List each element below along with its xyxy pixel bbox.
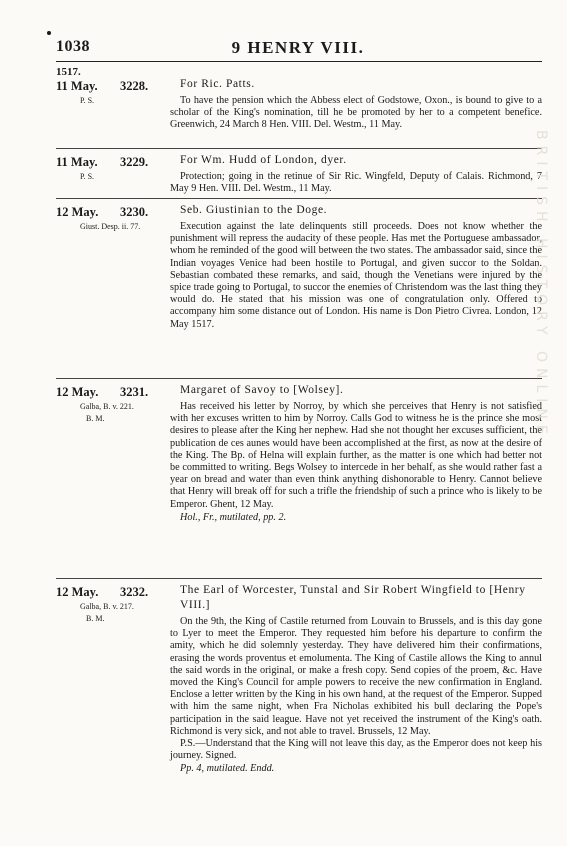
entry-source: P. S. <box>80 96 95 105</box>
entry-number: 3232. <box>120 585 149 599</box>
entry-source: Giust. Desp. ii. 77. <box>80 222 141 231</box>
entry-date: 12 May. <box>56 585 99 599</box>
entry-note: Hol., Fr., mutilated, pp. 2. <box>180 511 287 523</box>
entry-number: 3231. <box>120 385 149 399</box>
year-label: 1517. <box>56 66 81 78</box>
entry-repository: B. M. <box>86 414 105 423</box>
page-number: 1038 <box>56 38 90 55</box>
header-rule <box>56 61 542 62</box>
entry-divider <box>56 148 542 149</box>
entry-body: Protection; going in the retinue of Sir Ric. Wingfeld, Deputy of Calais. Richmond, 7 May 9 Hen. VIII. Del. Westm., 11 May. <box>170 171 542 195</box>
entry-number: 3229. <box>120 155 149 169</box>
entry-margin <box>56 203 171 232</box>
entry-body: Execution against the late delinquents still proceeds. Does not know whether the punishment will repress the audacity of these people. Has met the Portuguese ambassador, whom he reminded of the good will between the two states. The ambassador said, since the Indian voyages Venice had been hostile to Portugal, and given succor to the Soldan. Sebastian combated these remarks, and said, though the Venetians were injured by the spice trade going to Portugal, to succor the enemies of Christendom was the last thing they would do. He stated that his mission was one of congratulation only. Offered to accompany him some distance out of London. His name is Don Pietro Civrea. London, 12 May 1517. <box>170 221 542 330</box>
watermark <box>527 130 549 630</box>
entry-margin <box>56 153 171 182</box>
entry-divider <box>56 578 542 579</box>
entry-heading: The Earl of Worcester, Tunstal and Sir Robert Wingfield to [Henry VIII.] <box>180 584 526 611</box>
entry-content <box>170 203 542 331</box>
entry-margin <box>56 383 171 424</box>
entry-content <box>170 583 542 776</box>
entry-body: Has received his letter by Norroy, by which she perceives that Henry is not satisfied with her excuses written to him by Norroy. Calls God to witness he is the prince she most desires to please after the King her nephew. Had she not thought her excuses sufficient, the publication de ces aunes would have been accomplished at the first, as now at the desire of the King. The Bp. of Helna will explain further, as the matter is one which had better not be committed to writing. Begs Wolsey to intercede in her behalf, as she would rather fast a year on bread and water than even think anything dishonorable to Henry. Cannot believe that Henry will break off for such a trifle the friendship of such a prince who is likely to be Emperor. Ghent, 12 May. <box>170 401 542 510</box>
entry-heading: Margaret of Savoy to [Wolsey]. <box>180 384 344 396</box>
entry-source: Galba, B. v. 221. <box>80 402 134 411</box>
page-dot <box>47 31 51 35</box>
entry-body: To have the pension which the Abbess elect of Godstowe, Oxon., is bound to give to a scholar of the King's nomination, till he be promoted by her to a competent benefice. Greenwich, 24 March 8 Hen. VIII. Del. Westm., 11 May. <box>170 95 542 131</box>
entry-date: 12 May. <box>56 205 99 219</box>
entry-source: Galba, B. v. 217. <box>80 602 134 611</box>
entry-postscript: P.S.—Understand that the King will not leave this day, as the Emperor does not keep his journey. Signed. <box>170 738 542 762</box>
entry-date: 12 May. <box>56 385 99 399</box>
watermark-text: BRITISH HISTORY ONLINE <box>533 130 549 440</box>
page-header <box>56 38 540 62</box>
entry-heading: For Wm. Hudd of London, dyer. <box>180 154 347 166</box>
entry-divider <box>56 378 542 379</box>
entry-number: 3228. <box>120 79 149 93</box>
entry-body: On the 9th, the King of Castile returned from Louvain to Brussels, and is this day gone to Lyer to meet the Emperor. They requested him before his departure to confirm the amity, which he did solemnly yesterday. They have delivered him their confirmations, erasing the words proventus et emolumenta. The King of Castile allows the King to annul the said words in the original, or make a fresh copy. Send copies of the proem, &c. Have moved the King's Council for ample powers to receive the new confirmation in England. Enclose a letter written by the King in his own hand, at the request of the Emperor. Supped with him the same night, when Fra Nicholas exhibited his bull declaring the Pope's participation in the said league. Have not yet received the instrument of the King's oath. Richmond is very sick, and not able to travel. Brussels, 12 May. <box>170 616 542 737</box>
entry-divider <box>56 198 542 199</box>
entry-content <box>170 77 542 132</box>
running-title: 9 HENRY VIII. <box>231 38 365 57</box>
entry-margin <box>56 77 171 106</box>
entry-date: 11 May. <box>56 79 98 93</box>
entry-number: 3230. <box>120 205 149 219</box>
entry-margin <box>56 583 171 624</box>
entry-heading: Seb. Giustinian to the Doge. <box>180 204 328 216</box>
entry-repository: B. M. <box>86 614 105 623</box>
entry-source: P. S. <box>80 172 95 181</box>
entry-note: Pp. 4, mutilated. Endd. <box>180 763 275 775</box>
entry-heading: For Ric. Patts. <box>180 78 255 90</box>
entry-content <box>170 153 542 195</box>
entry-content <box>170 383 542 524</box>
entry-date: 11 May. <box>56 155 98 169</box>
